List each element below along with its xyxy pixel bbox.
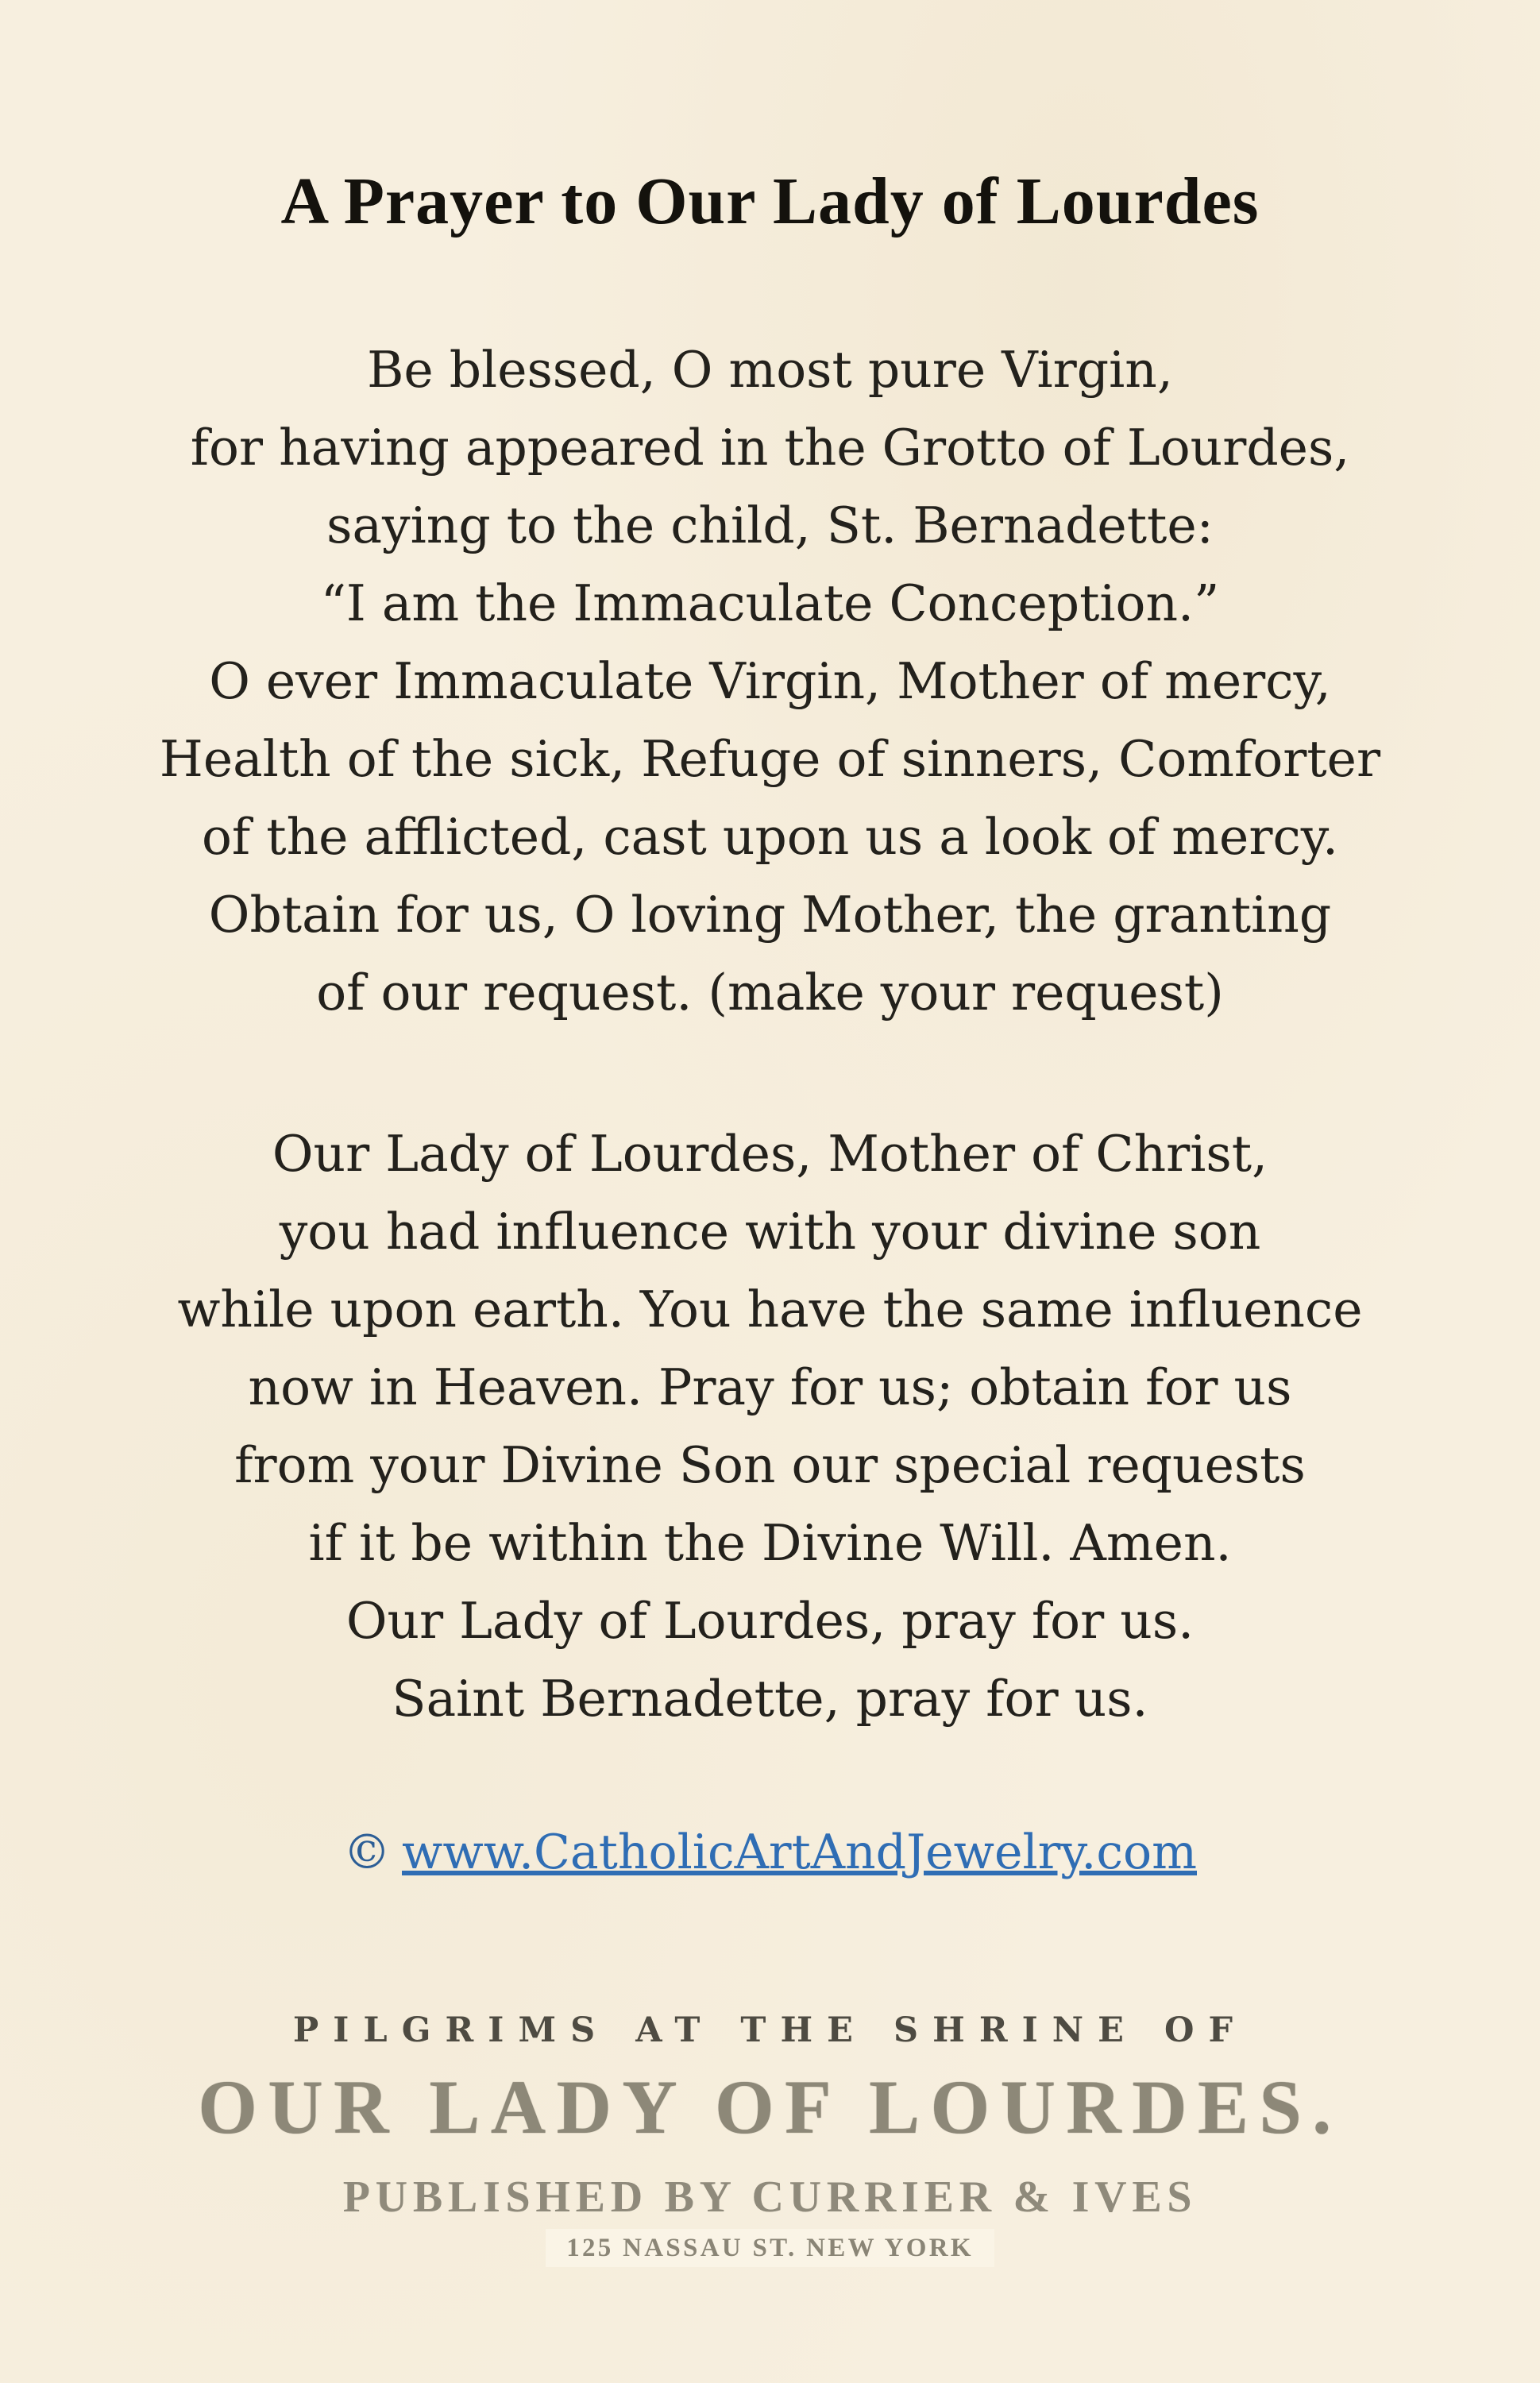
imprint-address [0,2234,1540,2263]
prayer-line: O ever Immaculate Virgin, Mother of mercy, [209,652,1331,710]
prayer-line: while upon earth. You have the same influence [177,1280,1363,1338]
prayer-line: for having appeared in the Grotto of Lourdes, [190,419,1350,477]
prayer-line: Health of the sick, Refuge of sinners, Comforter [159,730,1381,788]
prayer-line: Obtain for us, O loving Mother, the granting [208,886,1332,944]
prayer-line: Our Lady of Lourdes, pray for us. [345,1592,1195,1650]
prayer-line: of the afflicted, cast upon us a look of mercy. [202,808,1338,866]
copyright-line [0,1813,1540,1891]
prayer-stanza-1 [0,331,1540,1032]
prayer-line: saying to the child, St. Bernadette: [326,496,1214,554]
imprint-address-text: 125 NASSAU ST. NEW YORK [546,2229,994,2267]
prayer-line: Saint Bernadette, pray for us. [392,1670,1148,1728]
prayer-line: if it be within the Divine Will. Amen. [308,1514,1232,1572]
prayer-line: “I am the Immaculate Conception.” [320,574,1220,632]
prayer-line: from your Divine Son our special requests [234,1436,1306,1494]
prayer-stanza-2 [0,1115,1540,1738]
prayer-line: now in Heaven. Pray for us; obtain for us [248,1358,1292,1416]
prayer-line: Be blessed, O most pure Virgin, [367,341,1173,399]
imprint-title: OUR LADY OF LOURDES. [198,2064,1342,2149]
imprint-caption: PILGRIMS AT THE SHRINE OF [292,2010,1248,2050]
prayer-line: you had influence with your divine son [279,1203,1261,1261]
copyright-link[interactable]: www.CatholicArtAndJewelry.com [402,1825,1197,1880]
vintage-imprint [0,2010,1540,2263]
copyright-symbol: © [343,1825,391,1880]
imprint-publisher: PUBLISHED BY CURRIER & IVES [342,2173,1198,2222]
prayer-line: of our request. (make your request) [316,964,1224,1022]
page-title: A Prayer to Our Lady of Lourdes [280,164,1260,238]
prayer-line: Our Lady of Lourdes, Mother of Christ, [272,1125,1268,1183]
